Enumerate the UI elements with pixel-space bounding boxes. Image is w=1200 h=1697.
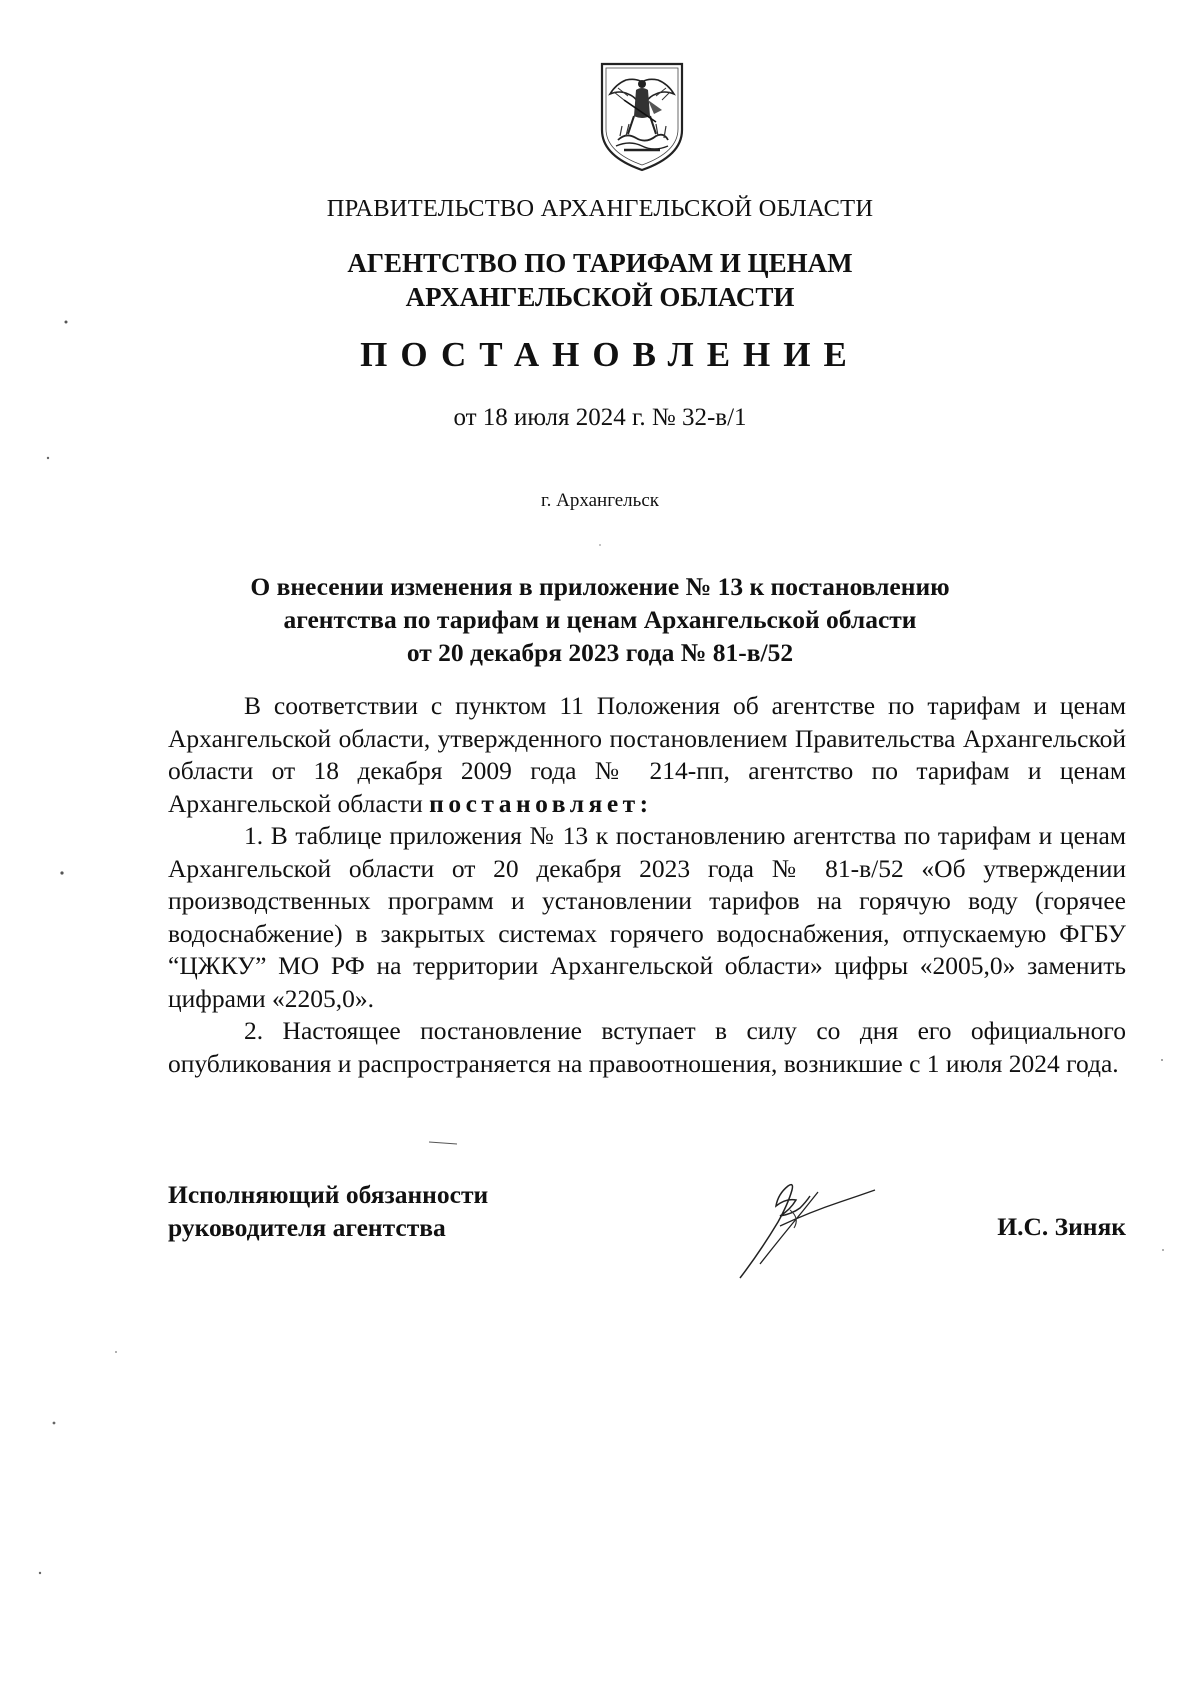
agency-heading-line-1: АГЕНТСТВО ПО ТАРИФАМ И ЦЕНАМ	[347, 248, 853, 278]
signer-position	[168, 1178, 488, 1244]
subject-heading	[0, 570, 1200, 669]
signer-position-line-2: руководителя агентства	[168, 1213, 446, 1242]
date-and-number: от 18 июля 2024 г. № 32-в/1	[453, 404, 747, 431]
item-1-paragraph: 1. В таблице приложения № 13 к постановлению агентства по тарифам и ценам Архангельской области от 20 декабря 2023 года № 81-в/52 «Об утверждении производственных программ и установлении тарифов на горячую воду (горячее водоснабжение) в закрытых системах горячего водоснабжения, отпускаемую ФГБУ “ЦЖКУ” МО РФ на территории Архангельской области» цифры «2005,0» заменить цифрами «2205,0».	[168, 821, 1126, 1013]
signer-position-line-1: Исполняющий обязанности	[168, 1180, 489, 1209]
government-heading: ПРАВИТЕЛЬСТВО АРХАНГЕЛЬСКОЙ ОБЛАСТИ	[326, 195, 874, 222]
document-type-title: ПОСТАНОВЛЕНИЕ	[360, 335, 860, 374]
agency-heading-line-2: АРХАНГЕЛЬСКОЙ ОБЛАСТИ	[405, 282, 795, 312]
document-body	[168, 690, 1126, 1080]
subject-line-3: от 20 декабря 2023 года № 81-в/52	[406, 638, 794, 667]
preamble-paragraph	[168, 690, 1126, 820]
item-2-paragraph: 2. Настоящее постановление вступает в силу со дня его официального опубликования и распространяется на правоотношения, возникшие с 1 июля 2024 года.	[168, 1016, 1126, 1078]
subject-line-1: О внесении изменения в приложение № 13 к постановлению	[250, 572, 950, 601]
agency-heading	[0, 246, 1200, 314]
stray-mark	[428, 1140, 458, 1146]
decree-keyword: постановляет:	[429, 788, 653, 818]
coat-of-arms-icon	[596, 60, 688, 172]
subject-line-2: агентства по тарифам и ценам Архангельской области	[283, 605, 917, 634]
signer-name: И.С. Зиняк	[997, 1212, 1126, 1241]
handwritten-signature-icon	[730, 1172, 885, 1282]
place-of-issue: г. Архангельск	[540, 490, 659, 511]
preamble-text: В соответствии с пунктом 11 Положения об агентстве по тарифам и ценам Архангельской области, утвержденного постановлением Правительства Архангельской области от 18 декабря 2009 года № 214-пп, агентство по тарифам и ценам Архангельской области	[168, 691, 1126, 818]
